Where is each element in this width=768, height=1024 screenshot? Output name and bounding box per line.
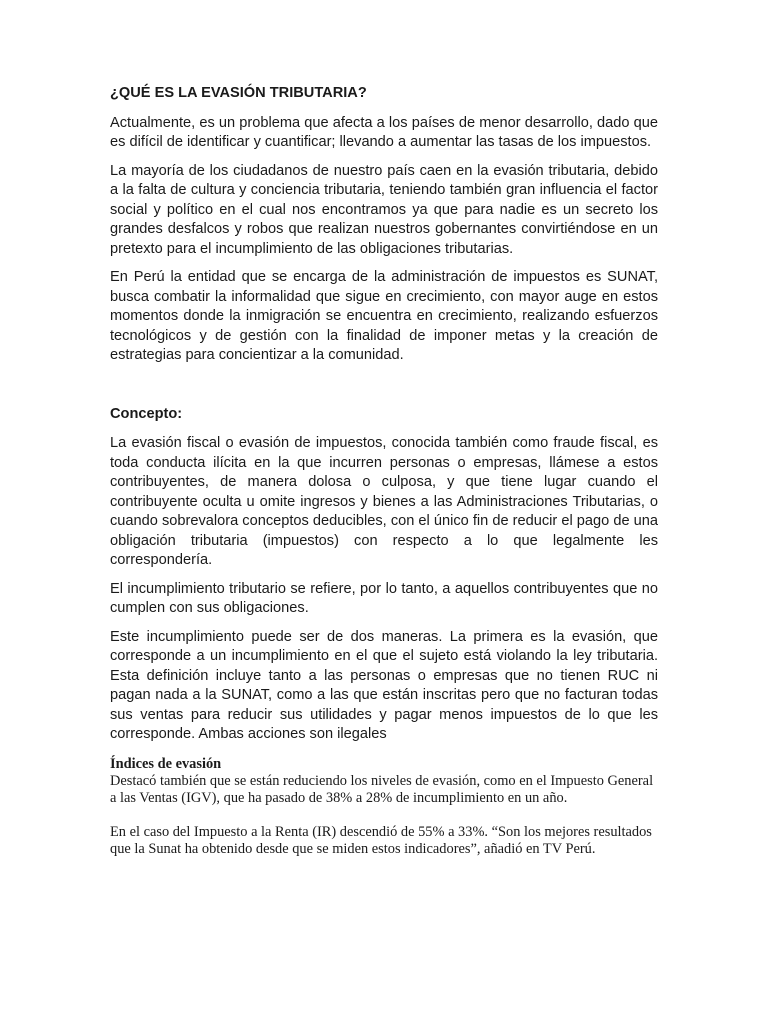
indices-paragraph-1: Destacó también que se están reduciendo los niveles de evasión, como en el Impuesto General a las Ventas (IGV), que ha pasado de 38% a 28% de incumplimiento en un año.	[110, 772, 654, 806]
indices-section	[110, 756, 658, 858]
intro-paragraph-1: Actualmente, es un problema que afecta a los países de menor desarrollo, dado que es difícil de identificar y cuantificar; llevando a aumentar las tasas de los impuestos.	[110, 114, 658, 150]
document-title: ¿QUÉ ES LA EVASIÓN TRIBUTARIA?	[110, 85, 367, 101]
concepto-paragraph-3: Este incumplimiento puede ser de dos maneras. La primera es la evasión, que corresponde a un incumplimiento en el que el sujeto está violando la ley tributaria. Esta definición incluye tanto a las personas o empresas que no tienen RUC ni pagan nada a la SUNAT, como a las que están inscritas pero que no facturan todas sus ventas para reducir sus utilidades y pagar menos impuestos de lo que les corresponde. Ambas acciones son ilegales	[110, 628, 658, 742]
concepto-heading: Concepto:	[110, 405, 183, 422]
concepto-paragraph-2: El incumplimiento tributario se refiere, por lo tanto, a aquellos contribuyentes que no cumplen con sus obligaciones.	[110, 580, 658, 616]
section-spacer	[110, 375, 658, 405]
intro-paragraph-3: En Perú la entidad que se encarga de la administración de impuestos es SUNAT, busca combatir la informalidad que sigue en crecimiento, con mayor auge en estos momentos donde la inmigración se encuentra en crecimiento, realizando esfuerzos tecnológicos y de gestión con la finalidad de imponer metas y la creación de estrategias para concientizar a la comunidad.	[110, 269, 658, 363]
indices-paragraph-2: En el caso del Impuesto a la Renta (IR) descendió de 55% a 33%. “Son los mejores resultados que la Sunat ha obtenido desde que se miden estos indicadores”, añadió en TV Perú.	[110, 823, 652, 857]
indices-heading: Índices de evasión	[110, 755, 222, 772]
intro-paragraph-2: La mayoría de los ciudadanos de nuestro país caen en la evasión tributaria, debido a la falta de cultura y conciencia tributaria, teniendo también gran influencia el factor social y político en el cual nos encontramos ya que para nadie es un secreto los grandes desfalcos y robos que realizan nuestros gobernantes convirtiéndose en un pretexto para el incumplimiento de las obligaciones tributarias.	[110, 162, 658, 257]
concepto-paragraph-1: La evasión fiscal o evasión de impuestos, conocida también como fraude fiscal, es toda conducta ilícita en la que incurren personas o empresas, llámese a estos contribuyentes, de manera dolosa o culposa, y que tiene lugar cuando el contribuyente oculta u omite ingresos y bienes a las Administraciones Tributarias, o cuando sobrevalora conceptos deducibles, con el único fin de reducir el pago de una obligación tributaria (impuestos) con respecto a lo que legalmente les correspondería.	[110, 435, 658, 568]
main-section	[110, 84, 658, 745]
